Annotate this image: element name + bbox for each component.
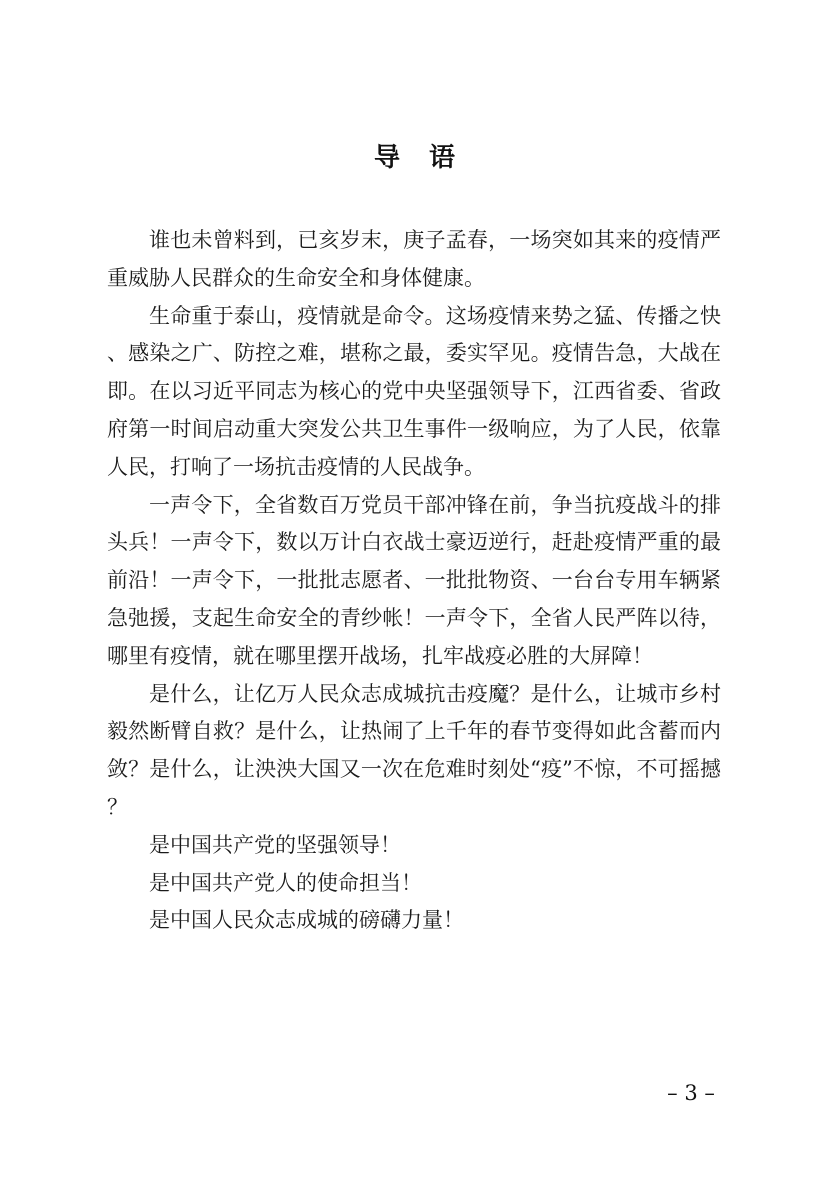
page-number: – 3 – [667,1081,715,1105]
paragraph-7: 是中国人民众志成城的磅礴力量！ [149,908,464,933]
paragraph-3: 一声令下，全省数百万党员干部冲锋在前，争当抗疫战斗的排头兵！一声令下，数以万计白衣战士豪迈逆行，赶赴疫情严重的最前沿！一声令下，一批批志愿者、一批批物资、一台台专用车辆紧急弛援，支起生命安全的青纱帐！一声令下，全省人民严阵以待，哪里有疫情，就在哪里摆开战场，扎牢战疫必胜的大屏障！ [107,492,721,668]
paragraph-4: 是什么，让亿万人民众志成城抗击疫魔？是什么，让城市乡村毅然断臂自救？是什么，让热闹了上千年的春节变得如此含蓄而内敛？是什么，让泱泱大国又一次在危难时刻处“疫”不惊，不可摇撼？ [107,681,721,819]
body-text [107,222,721,940]
paragraph-2: 生命重于泰山，疫情就是命令。这场疫情来势之猛、传播之快、感染之广、防控之难，堪称之最，委实罕见。疫情告急，大战在即。在以习近平同志为核心的党中央坚强领导下，江西省委、省政府第一时间启动重大突发公共卫生事件一级响应，为了人民，依靠人民，打响了一场抗击疫情的人民战争。 [107,303,721,479]
paragraph-6: 是中国共产党人的使命担当！ [149,870,422,895]
page-title: 导 语 [373,143,466,173]
paragraph-1: 谁也未曾料到，已亥岁末，庚子孟春，一场突如其来的疫情严重威胁人民群众的生命安全和身体健康。 [107,228,721,290]
paragraph-5: 是中国共产党的坚强领导！ [149,832,401,857]
